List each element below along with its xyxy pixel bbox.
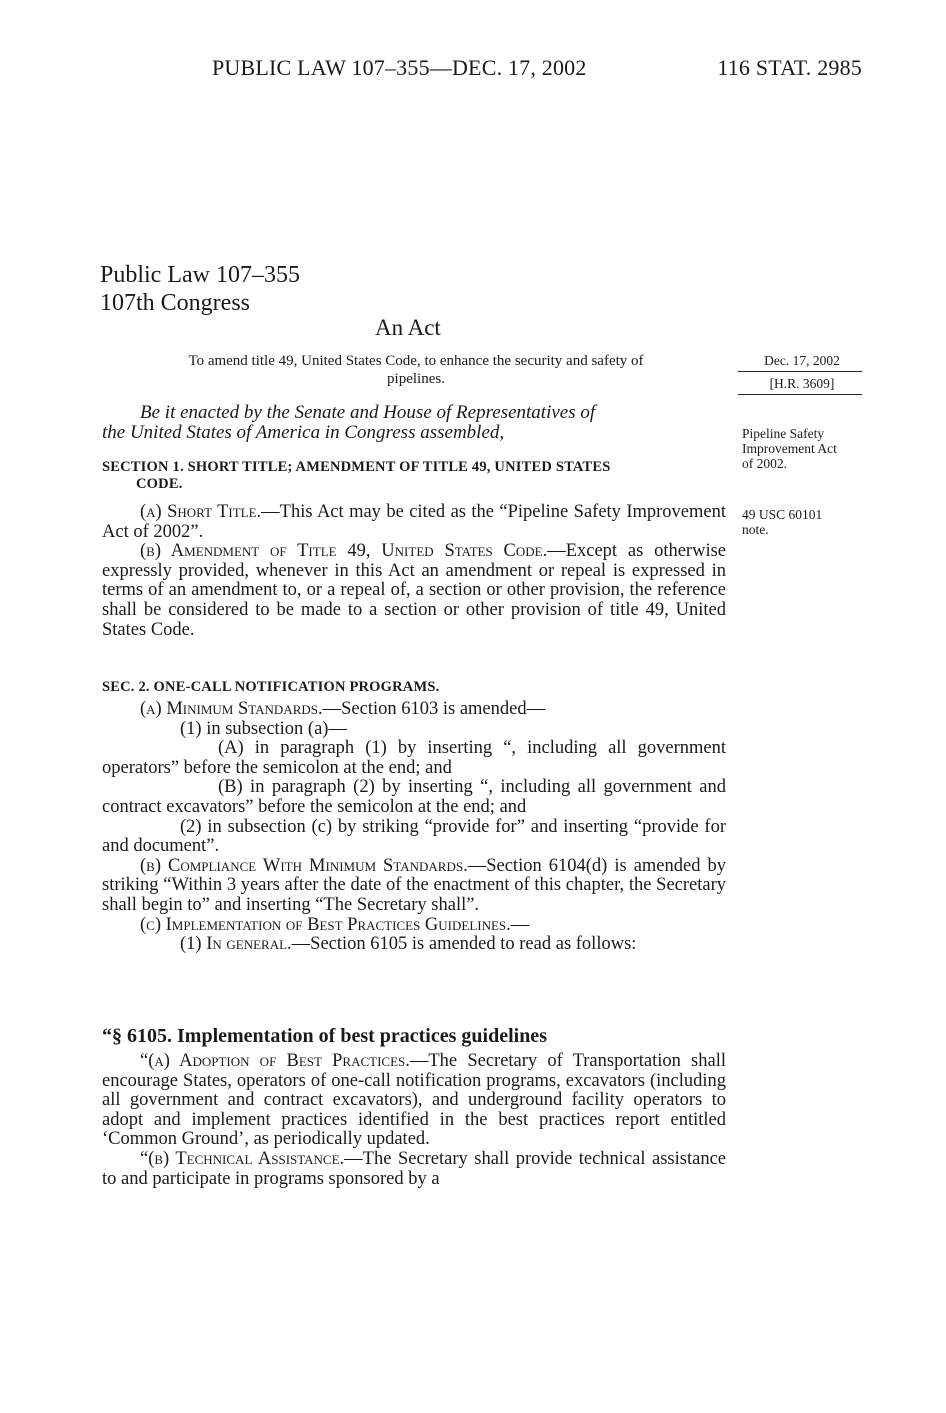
margin-date: Dec. 17, 2002 bbox=[764, 353, 840, 368]
subsection-label: “(a) Adoption of Best Practices. bbox=[140, 1051, 410, 1071]
margin-note-line: 49 USC 60101 bbox=[742, 507, 823, 522]
section-1-heading-line-2: CODE. bbox=[136, 476, 183, 492]
margin-rule-2 bbox=[738, 394, 862, 395]
margin-rule-1 bbox=[738, 371, 862, 372]
section-1-subsection-a bbox=[102, 503, 726, 542]
public-law-number: Public Law 107–355 bbox=[100, 262, 300, 288]
purpose-statement bbox=[102, 352, 730, 388]
enacting-line-1: Be it enacted by the Senate and House of Representatives of bbox=[140, 402, 596, 423]
enacting-line-2: the United States of America in Congress assembled, bbox=[102, 422, 505, 443]
subsection-text: —Section 6104(d) is amended by striking “Within 3 years after the date of the enactment of this chapter, the Secretary shall begin to” and inserting “The Secretary shall”. bbox=[102, 855, 726, 915]
margin-short-title-note bbox=[742, 426, 837, 471]
margin-note-line: Pipeline Safety bbox=[742, 426, 825, 441]
running-header-right: 116 STAT. 2985 bbox=[717, 55, 862, 80]
section-6105-heading: “§ 6105. Implementation of best practices guidelines bbox=[102, 1025, 547, 1047]
section-1-body bbox=[102, 503, 726, 640]
margin-note-line: note. bbox=[742, 522, 769, 537]
section-6105-subsection-b bbox=[102, 1150, 726, 1189]
subsection-label: (b) Amendment of Title 49, United States Code. bbox=[140, 541, 548, 562]
subsection-label: (1) In general. bbox=[180, 934, 292, 955]
running-header-left: PUBLIC LAW 107–355—DEC. 17, 2002 bbox=[212, 55, 587, 80]
section-1-heading bbox=[102, 459, 728, 493]
margin-note-line: of 2002. bbox=[742, 456, 787, 471]
section-2-subparagraph-A: (A) in paragraph (1) by inserting “, including all government operators” before the semicolon at the end; and bbox=[102, 738, 726, 778]
section-2-subsection-b bbox=[102, 857, 726, 916]
section-2-heading: SEC. 2. ONE-CALL NOTIFICATION PROGRAMS. bbox=[102, 679, 440, 695]
subsection-label: (a) Short Title. bbox=[140, 502, 262, 522]
subsection-label: (b) Compliance With Minimum Standards. bbox=[140, 855, 468, 876]
subsection-text: —Except as otherwise expressly provided, whenever in this Act an amendment or repeal is expressed in terms of an amendment to, or a repeal of, a section or other provision, the reference shall be considered to be made to a section or other provision of title 49, United States Code. bbox=[102, 541, 727, 640]
congress-number: 107th Congress bbox=[100, 290, 250, 316]
purpose-line-1: To amend title 49, United States Code, to enhance the security and safety of bbox=[188, 353, 644, 369]
subsection-label: (a) Minimum Standards. bbox=[140, 699, 323, 719]
section-2-body bbox=[102, 700, 726, 955]
subsection-text: —The Secretary of Transportation shall encourage States, operators of one-call notification programs, excavators (including all government and contract excavators), and underground facility operators to adopt and implement practices identified in the best practices report entitled ‘Common Ground’, as periodically updated. bbox=[102, 1051, 726, 1150]
subsection-label: (c) Implementation of Best Practices Guidelines. bbox=[140, 914, 511, 935]
margin-usc-note bbox=[742, 507, 822, 537]
subsection-text: —Section 6105 is amended to read as follows: bbox=[291, 934, 637, 955]
section-2-subparagraph-B: (B) in paragraph (2) by inserting “, including all government and contract excavators” before the semicolon at the end; and bbox=[102, 777, 726, 817]
section-6105-body bbox=[102, 1052, 726, 1189]
section-2-paragraph-a2: (2) in subsection (c) by striking “provide for” and inserting “provide for and document”. bbox=[102, 816, 726, 857]
subsection-text: — bbox=[510, 914, 530, 935]
section-2-subsection-a bbox=[102, 700, 726, 720]
section-6105-subsection-a bbox=[102, 1052, 726, 1150]
subsection-text: —This Act may be cited as the “Pipeline Safety Improvement Act of 2002”. bbox=[102, 502, 726, 542]
section-2-paragraph-a1: (1) in subsection (a)— bbox=[180, 718, 347, 739]
margin-bill-number: [H.R. 3609] bbox=[769, 376, 835, 391]
section-1-heading-line-1: SECTION 1. SHORT TITLE; AMENDMENT OF TITLE 49, UNITED STATES bbox=[102, 459, 611, 475]
margin-note-line: Improvement Act bbox=[742, 441, 837, 456]
purpose-line-2: pipelines. bbox=[387, 371, 445, 387]
section-2-paragraph-c1 bbox=[102, 935, 726, 955]
section-2-subsection-c bbox=[102, 916, 726, 936]
subsection-text: —The Secretary shall provide technical assistance to and participate in programs sponsored by a bbox=[102, 1148, 726, 1189]
an-act-heading: An Act bbox=[375, 315, 441, 340]
subsection-text: —Section 6103 is amended— bbox=[322, 699, 546, 719]
subsection-label: “(b) Technical Assistance. bbox=[140, 1148, 345, 1169]
enacting-clause bbox=[102, 403, 724, 443]
section-1-subsection-b bbox=[102, 542, 726, 640]
